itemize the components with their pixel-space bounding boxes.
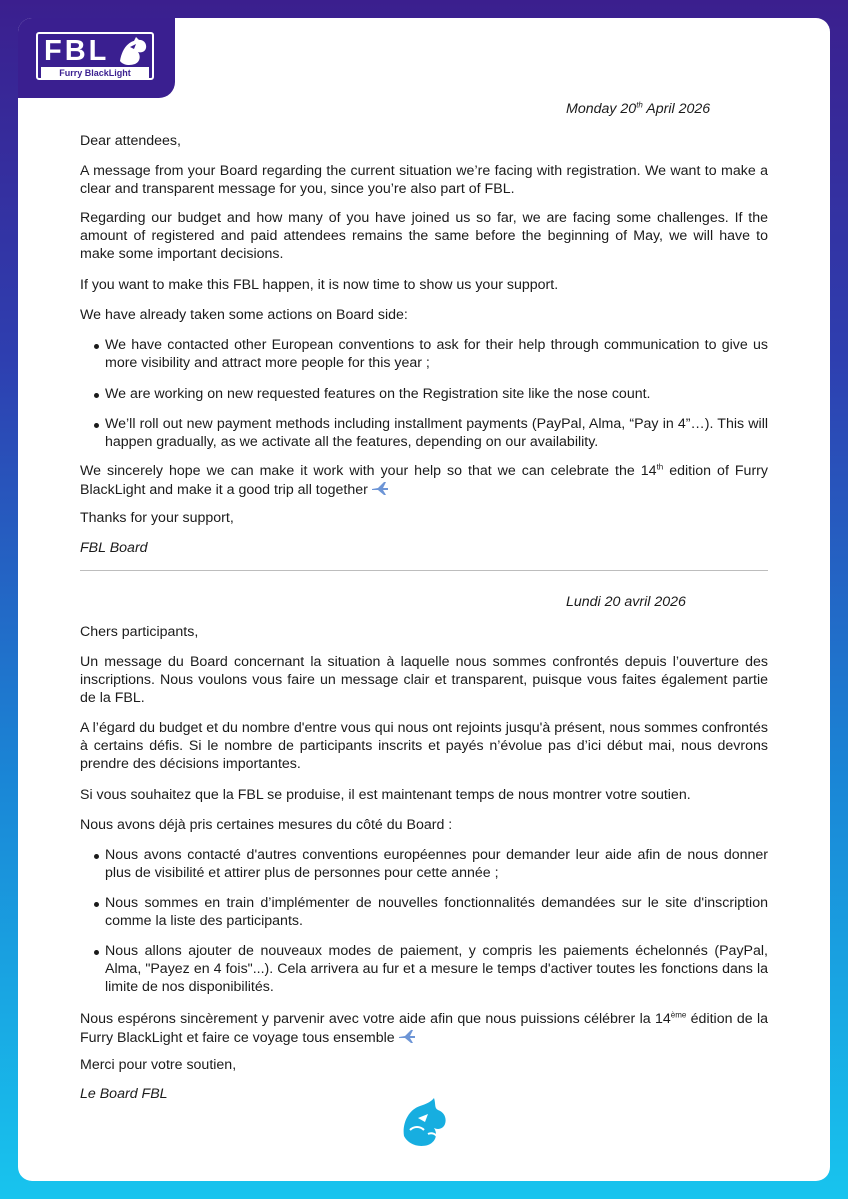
english-greeting: Dear attendees, [80, 133, 181, 149]
logo-tab [18, 18, 175, 98]
french-greeting: Chers participants, [80, 624, 199, 640]
logo-letters: FBL [44, 35, 110, 67]
english-signature: FBL Board [80, 540, 148, 556]
fbl-logo [36, 32, 154, 80]
english-date: Monday 20th April 2026 [566, 100, 711, 117]
dragon-head-icon [116, 35, 150, 67]
english-paragraph-1: A message from your Board regarding the current situation we’re facing with registration. We want to make a clear and transparent message for you, since you’re also part of FBL. [80, 163, 768, 197]
french-signature: Le Board FBL [80, 1086, 168, 1102]
language-divider [80, 570, 768, 571]
english-paragraph-2: Regarding our budget and how many of you have joined us so far, we are facing some challenges. If the amount of registered and paid attendees remains the same before the beginning of May, we will have to make some important decisions. [80, 210, 768, 262]
french-closing: Nous espérons sincèrement y parvenir avec votre aide afin que nous puissions célébrer la 14ème édition de la Furry BlackLight et faire ce voyage tous ensemble [80, 1010, 768, 1046]
english-thanks: Thanks for your support, [80, 510, 234, 526]
logo-name: Furry BlackLight [59, 68, 131, 78]
english-paragraph-4: We have already taken some actions on Board side: [80, 307, 408, 323]
airplane-icon [398, 1028, 416, 1044]
english-paragraph-3: If you want to make this FBL happen, it is now time to show us your support. [80, 277, 559, 293]
french-date: Lundi 20 avril 2026 [566, 594, 686, 610]
logo-name-bar [41, 67, 149, 79]
english-closing: We sincerely hope we can make it work with your help so that we can celebrate the 14th edition of Furry BlackLight and make it a good trip all together [80, 462, 768, 498]
french-paragraph-1: Un message du Board concernant la situation à laquelle nous sommes confrontés depuis l’ouverture des inscriptions. Nous voulons vous faire un message clair et transparent, puisque vous faites également partie de la FBL. [80, 654, 768, 706]
letter-sheet: FBL Furry BlackLight Monday 20th April 2026 Dear attendees, A message from your Board regarding the current situation we’re facing with registration. We want to make a clear and transparent message for you, since you’re also part of FBL. Regarding our budget and how many of you have joined us so far, we are facing some challenges. If the amount of registered and paid attendees remains the same before the beginning of May, we will have to make some important decisions. If you want to make this FBL happen, it is now time to show us your support. We have already taken some actions on Board side: We have contacted other European conventions to ask for their help through communication to give us more visibility and attract more people for this year ; We are working on new requested features on the Registration site like the nose count. We’ll roll out new payment methods including installment payments (PayPal, Alma, “Pay in 4”…). This will happen gradually, as we activate all the features, depending on our availability. We sincerely hope we can make it work with your help so that we can celebrate the 14th edition of Furry BlackLight and make it a good trip all together Thanks for your support, FBL Board Lundi 20 avril 2026 Chers participants, Un message du Board concernant la situation à laquelle nous sommes confrontés depuis l’ouverture des inscriptions. Nous voulons vous faire un message clair et transparent, puisque vous faites également partie de la FBL. A l’égard du budget et du nombre d'entre vous qui nous ont rejoints jusqu'à présent, nous sommes confrontés à certains défis. Si le nombre de participants inscrits et payés n’évolue pas d’ici début mai, nous devrons prendre des décisions importantes. Si vous souhaitez que la FBL se produise, il est maintenant temps de nous montrer votre soutien. Nous avons déjà pris certaines mesures du côté du Board : Nous avons contacté d'autres conventions européennes pour demander leur aide afin de nous donner plus de visibilité et attirer plus de personnes pour cette année ; Nous sommes en train d’implémenter de nouvelles fonctionnalités demandées sur le site d'inscription comme la liste des participants. Nous allons ajouter de nouveaux modes de paiement, y compris les paiements échelonnés (PayPal, Alma, "Payez en 4 fois"...). Cela arrivera au fur et a mesure le temps d'activer toutes les fonctions dans la limite de nos disponibilités. Nous espérons sincèrement y parvenir avec votre aide afin que nous puissions célébrer la 14ème édition de la Furry BlackLight et faire ce voyage tous ensemble Merci pour votre soutien, Le Board FBL [18, 18, 830, 1181]
french-paragraph-4: Nous avons déjà pris certaines mesures du côté du Board : [80, 817, 453, 833]
french-paragraph-3: Si vous souhaitez que la FBL se produise, il est maintenant temps de nous montrer votre soutien. [80, 787, 691, 803]
french-thanks: Merci pour votre soutien, [80, 1057, 237, 1073]
french-paragraph-2: A l’égard du budget et du nombre d'entre vous qui nous ont rejoints jusqu'à présent, nous sommes confrontés à certains défis. Si le nombre de participants inscrits et payés n’évolue pas d’ici début mai, nous devrons prendre des décisions importantes. [80, 720, 768, 772]
dragon-mascot-icon [398, 1096, 450, 1148]
airplane-icon [371, 480, 389, 496]
